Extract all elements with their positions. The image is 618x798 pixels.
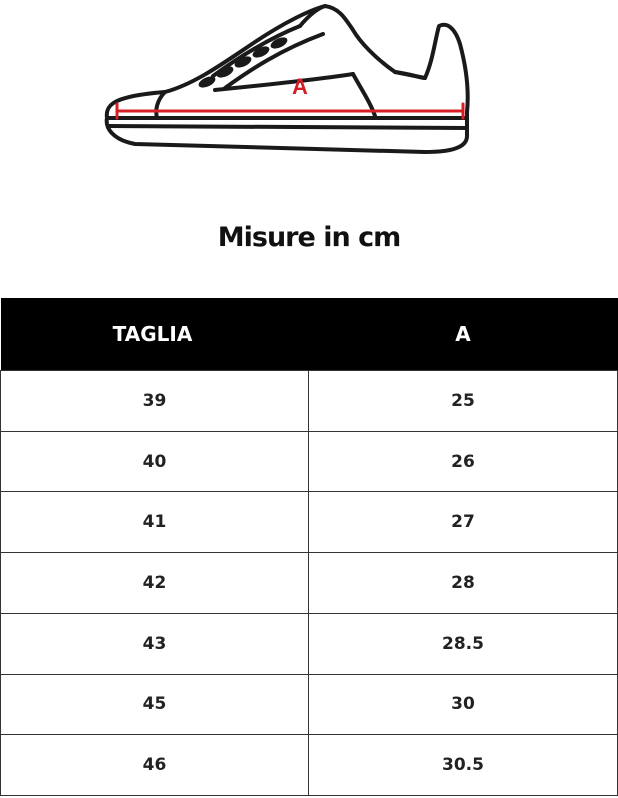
measure-label: A xyxy=(292,74,308,99)
length-cell: 26 xyxy=(309,431,618,492)
length-cell: 30 xyxy=(309,674,618,735)
column-header-a: A xyxy=(309,298,618,371)
length-cell: 28.5 xyxy=(309,613,618,674)
size-cell: 39 xyxy=(1,371,309,432)
sneaker-icon xyxy=(95,0,475,160)
column-header-taglia: TAGLIA xyxy=(1,298,309,371)
table-row xyxy=(1,674,618,735)
length-cell: 27 xyxy=(309,492,618,553)
size-cell: 40 xyxy=(1,431,309,492)
table-row xyxy=(1,735,618,796)
length-cell: 25 xyxy=(309,371,618,432)
size-cell: 43 xyxy=(1,613,309,674)
size-table xyxy=(0,298,618,796)
length-cell: 28 xyxy=(309,553,618,614)
table-row xyxy=(1,553,618,614)
table-header-row xyxy=(1,298,618,371)
size-cell: 46 xyxy=(1,735,309,796)
table-row xyxy=(1,431,618,492)
page-title: Misure in cm xyxy=(217,222,401,253)
size-cell: 42 xyxy=(1,553,309,614)
table-row xyxy=(1,371,618,432)
table-row xyxy=(1,492,618,553)
size-cell: 41 xyxy=(1,492,309,553)
table-row xyxy=(1,613,618,674)
size-cell: 45 xyxy=(1,674,309,735)
length-cell: 30.5 xyxy=(309,735,618,796)
